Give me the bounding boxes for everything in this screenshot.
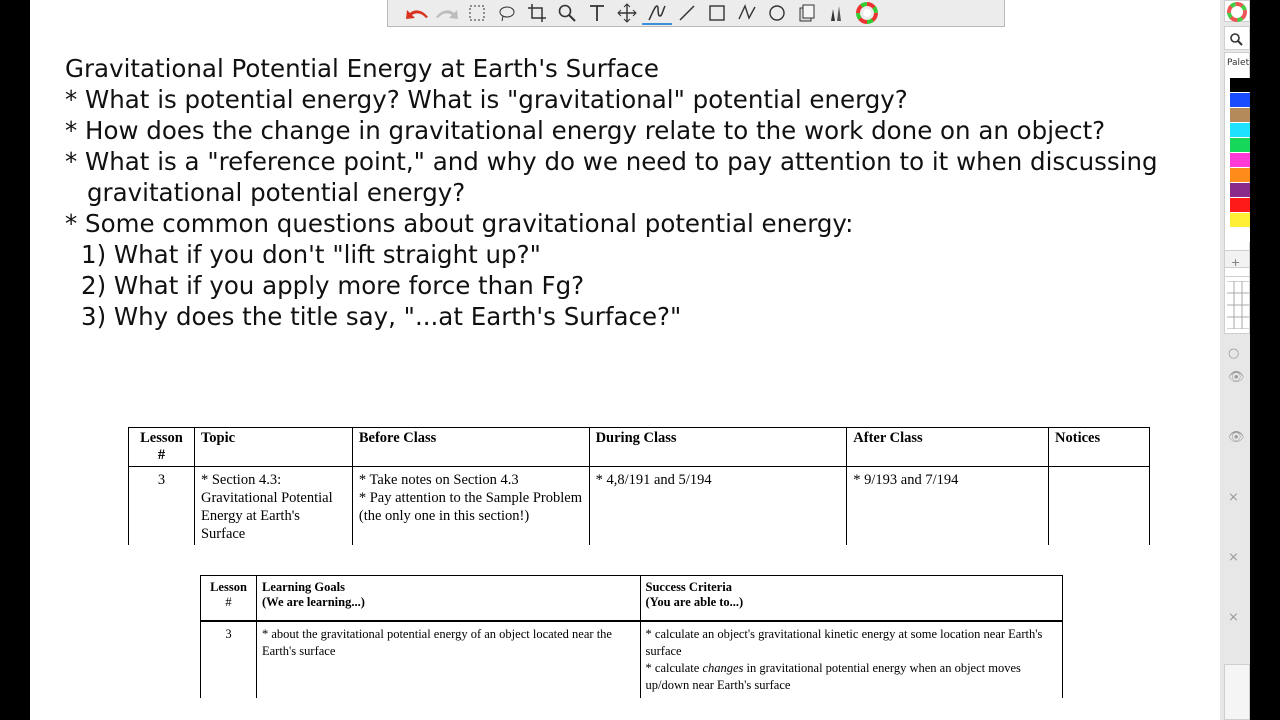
lasso-icon[interactable] bbox=[492, 2, 522, 24]
palette-swatch[interactable] bbox=[1230, 198, 1250, 212]
before-class-line: * Pay attention to the Sample Problem (the only one in this section!) bbox=[358, 490, 582, 524]
notes-line: 3) Why does the title say, "...at Earth's Surface?" bbox=[81, 302, 682, 331]
header-success-criteria bbox=[640, 576, 1062, 622]
cell-notices bbox=[1049, 467, 1150, 546]
cell-before-class bbox=[352, 467, 589, 546]
drawing-toolbar bbox=[387, 0, 1005, 27]
table-header-row bbox=[129, 428, 1150, 467]
text-icon[interactable] bbox=[582, 2, 612, 24]
select-rect-icon[interactable] bbox=[462, 2, 492, 24]
palette-swatch[interactable] bbox=[1230, 228, 1250, 242]
header-goals-label: Learning Goals bbox=[261, 580, 345, 594]
add-color-button[interactable] bbox=[1224, 250, 1250, 268]
header-lesson: Lesson # bbox=[129, 428, 195, 467]
polyline-icon[interactable] bbox=[732, 2, 762, 24]
palette-swatch[interactable] bbox=[1230, 108, 1250, 122]
pen-icon[interactable] bbox=[642, 1, 672, 25]
notes-title: Gravitational Potential Energy at Earth's Surface bbox=[65, 54, 659, 83]
palette-swatch[interactable] bbox=[1230, 153, 1250, 167]
whiteboard-canvas[interactable] bbox=[30, 0, 1220, 720]
rectangle-icon[interactable] bbox=[702, 2, 732, 24]
palette-swatch[interactable] bbox=[1230, 93, 1250, 107]
learning-goals-table bbox=[200, 575, 1063, 698]
brush-icon[interactable] bbox=[822, 2, 852, 24]
cell-success-criteria bbox=[640, 621, 1062, 698]
search-icon[interactable] bbox=[552, 2, 582, 24]
cell-during-class: * 4,8/191 and 5/194 bbox=[589, 467, 847, 546]
hidden-eye-icon[interactable]: ⨯ bbox=[1228, 490, 1239, 505]
palette-swatch[interactable] bbox=[1230, 168, 1250, 182]
cell-topic: * Section 4.3: Gravitational Potential Energy at Earth's Surface bbox=[194, 467, 352, 546]
palette-swatch[interactable] bbox=[1230, 183, 1250, 197]
grid-panel[interactable] bbox=[1224, 276, 1250, 334]
handwritten-notes bbox=[65, 53, 1220, 332]
criteria-line bbox=[646, 660, 1057, 694]
stack-icon[interactable] bbox=[792, 2, 822, 24]
cell-lesson: 3 bbox=[201, 621, 257, 698]
header-learning-goals bbox=[256, 576, 640, 622]
add-color-label: + bbox=[1231, 256, 1241, 269]
layers-panel[interactable] bbox=[1224, 664, 1250, 720]
criteria-text: in gravitational potential energy when an object moves up/down near Earth's surface bbox=[645, 661, 1021, 692]
header-notices: Notices bbox=[1049, 428, 1150, 467]
header-during-class: During Class bbox=[589, 428, 847, 467]
notes-line: * Some common questions about gravitational potential energy: bbox=[65, 209, 854, 238]
criteria-line: * calculate an object's gravitational kinetic energy at some location near Earth's surface bbox=[645, 627, 1043, 658]
redo-icon[interactable] bbox=[432, 2, 462, 24]
hidden-eye-icon[interactable]: ⨯ bbox=[1228, 550, 1239, 565]
eye-icon[interactable]: 👁 bbox=[1228, 430, 1245, 445]
notes-line: * What is potential energy? What is "gravitational" potential energy? bbox=[65, 85, 908, 114]
hidden-eye-icon[interactable]: ⨯ bbox=[1228, 610, 1239, 625]
circle-icon[interactable]: ○ bbox=[1228, 346, 1240, 361]
notes-line: gravitational potential energy? bbox=[87, 178, 466, 207]
table-header-row bbox=[201, 576, 1063, 622]
header-criteria-sub: (You are able to...) bbox=[645, 595, 744, 609]
header-before-class: Before Class bbox=[352, 428, 589, 467]
notes-line: * What is a "reference point," and why do we need to pay attention to it when discussing bbox=[65, 147, 1158, 176]
palette-swatch[interactable] bbox=[1230, 213, 1250, 227]
move-icon[interactable] bbox=[612, 2, 642, 24]
criteria-text: * calculate bbox=[645, 661, 703, 675]
header-lesson bbox=[201, 576, 257, 622]
header-lesson-symbol: # bbox=[225, 595, 232, 609]
palette-search-button[interactable] bbox=[1224, 26, 1250, 50]
line-icon[interactable] bbox=[672, 2, 702, 24]
table-row bbox=[201, 621, 1063, 698]
table-row bbox=[129, 467, 1150, 546]
notes-line: 2) What if you apply more force than Fg? bbox=[81, 271, 585, 300]
crop-icon[interactable] bbox=[522, 2, 552, 24]
undo-icon[interactable] bbox=[402, 2, 432, 24]
notes-line: * How does the change in gravitational energy relate to the work done on an object? bbox=[65, 116, 1106, 145]
header-criteria-label: Success Criteria bbox=[645, 580, 732, 594]
cell-after-class: * 9/193 and 7/194 bbox=[847, 467, 1049, 546]
notes-line: 1) What if you don't "lift straight up?" bbox=[81, 240, 541, 269]
palette-swatch[interactable] bbox=[1230, 123, 1250, 137]
palette-label: Palet bbox=[1227, 58, 1250, 68]
palette-swatch[interactable] bbox=[1230, 78, 1250, 92]
lesson-plan-table bbox=[128, 427, 1150, 545]
palette-swatch[interactable] bbox=[1230, 138, 1250, 152]
color-wheel-button[interactable] bbox=[1224, 0, 1250, 22]
before-class-line: * Take notes on Section 4.3 bbox=[358, 472, 519, 488]
screen-edge bbox=[1250, 0, 1280, 720]
cell-lesson: 3 bbox=[129, 467, 195, 546]
header-goals-sub: (We are learning...) bbox=[261, 595, 365, 609]
cell-learning-goal: * about the gravitational potential energy of an object located near the Earth's surface bbox=[256, 621, 640, 698]
header-topic: Topic bbox=[194, 428, 352, 467]
eye-icon[interactable]: 👁 bbox=[1228, 370, 1245, 385]
color-wheel-icon[interactable] bbox=[852, 2, 882, 24]
header-after-class: After Class bbox=[847, 428, 1049, 467]
right-sidebar bbox=[1220, 0, 1250, 720]
criteria-emphasis: changes bbox=[702, 661, 744, 675]
ellipse-icon[interactable] bbox=[762, 2, 792, 24]
header-lesson-label: Lesson bbox=[210, 580, 247, 594]
